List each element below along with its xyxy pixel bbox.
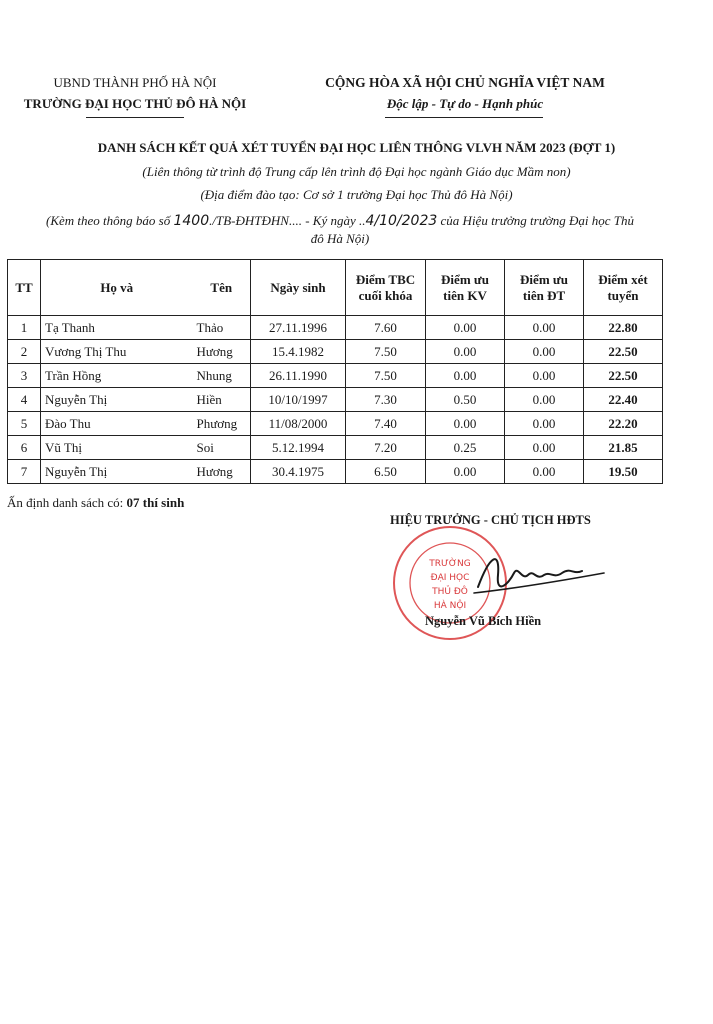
reference-date-handwritten: 4/10/2023	[365, 213, 438, 229]
cell-ngay-sinh: 27.11.1996	[251, 316, 346, 340]
cell-ngay-sinh: 15.4.1982	[251, 340, 346, 364]
svg-text:TRƯỜNG: TRƯỜNG	[429, 559, 471, 569]
cell-diem-tbc: 7.30	[346, 388, 426, 412]
cell-tt: 4	[8, 388, 41, 412]
cell-ho-va: Tạ Thanh	[41, 316, 193, 340]
cell-ngay-sinh: 26.11.1990	[251, 364, 346, 388]
cell-ho-va: Vương Thị Thu	[41, 340, 193, 364]
cell-ho-va: Vũ Thị	[41, 436, 193, 460]
reference-prefix: (Kèm theo thông báo số	[46, 213, 174, 228]
candidate-count-note	[7, 495, 184, 511]
national-motto-block	[300, 75, 630, 113]
cell-diem-xet-tuyen: 21.85	[584, 436, 663, 460]
svg-text:THỦ ĐÔ: THỦ ĐÔ	[432, 587, 468, 597]
cell-diem-xet-tuyen: 22.50	[584, 364, 663, 388]
results-table	[7, 259, 663, 484]
cell-ngay-sinh: 11/08/2000	[251, 412, 346, 436]
cell-uu-tien-dt: 0.00	[505, 388, 584, 412]
col-header-ten: Tên	[193, 260, 251, 316]
cell-ten: Hiền	[193, 388, 251, 412]
cell-diem-tbc: 7.50	[346, 340, 426, 364]
cell-ten: Phương	[193, 412, 251, 436]
svg-text:ĐẠI HỌC: ĐẠI HỌC	[430, 573, 470, 583]
signer-title: HIỆU TRƯỞNG - CHỦ TỊCH HĐTS	[390, 513, 591, 527]
cell-diem-tbc: 7.60	[346, 316, 426, 340]
cell-ten: Hương	[193, 460, 251, 484]
col-header-uu-tien-kv: Điểm ưu tiên KV	[426, 260, 505, 316]
national-name: CỘNG HÒA XÃ HỘI CHỦ NGHĨA VIỆT NAM	[325, 75, 605, 90]
cell-ten: Thảo	[193, 316, 251, 340]
col-header-diem-tbc: Điểm TBC cuối khóa	[346, 260, 426, 316]
cell-diem-xet-tuyen: 19.50	[584, 460, 663, 484]
cell-diem-tbc: 7.20	[346, 436, 426, 460]
reference-number-handwritten: 1400	[173, 213, 210, 229]
cell-tt: 7	[8, 460, 41, 484]
table-row	[8, 316, 663, 340]
cell-tt: 5	[8, 412, 41, 436]
handwritten-signature-icon	[470, 545, 610, 605]
table-row	[8, 364, 663, 388]
cell-uu-tien-kv: 0.00	[426, 460, 505, 484]
cell-ten: Hương	[193, 340, 251, 364]
table-row	[8, 388, 663, 412]
cell-ho-va: Nguyễn Thị	[41, 388, 193, 412]
cell-uu-tien-dt: 0.00	[505, 340, 584, 364]
cell-uu-tien-kv: 0.50	[426, 388, 505, 412]
document-subtitle-location: (Địa điểm đào tạo: Cơ sở 1 trường Đại học Thủ đô Hà Nội)	[200, 187, 513, 202]
national-motto: Độc lập - Tự do - Hạnh phúc	[386, 96, 544, 111]
cell-diem-xet-tuyen: 22.50	[584, 340, 663, 364]
cell-uu-tien-kv: 0.00	[426, 412, 505, 436]
cell-uu-tien-dt: 0.00	[505, 460, 584, 484]
table-row	[8, 340, 663, 364]
cell-diem-xet-tuyen: 22.80	[584, 316, 663, 340]
signer-name: Nguyễn Vũ Bích Hiền	[425, 614, 542, 628]
cell-uu-tien-dt: 0.00	[505, 316, 584, 340]
cell-uu-tien-kv: 0.00	[426, 364, 505, 388]
cell-ho-va: Trần Hồng	[41, 364, 193, 388]
document-subtitle-program: (Liên thông từ trình độ Trung cấp lên trình độ Đại học ngành Giáo dục Mầm non)	[142, 164, 571, 179]
cell-diem-xet-tuyen: 22.40	[584, 388, 663, 412]
reference-mid: ./TB-ĐHTĐHN.... - Ký ngày ..	[209, 213, 366, 228]
reference-suffix: của Hiệu trưởng trường Đại học Thủ	[437, 213, 634, 228]
cell-tt: 3	[8, 364, 41, 388]
col-header-ngay-sinh: Ngày sinh	[251, 260, 346, 316]
col-header-diem-xet-tuyen: Điểm xét tuyển	[584, 260, 663, 316]
col-header-uu-tien-dt: Điểm ưu tiên ĐT	[505, 260, 584, 316]
cell-uu-tien-kv: 0.00	[426, 340, 505, 364]
cell-ten: Nhung	[193, 364, 251, 388]
cell-tt: 2	[8, 340, 41, 364]
cell-diem-xet-tuyen: 22.20	[584, 412, 663, 436]
cell-diem-tbc: 7.50	[346, 364, 426, 388]
issuer-block	[10, 75, 260, 113]
cell-ten: Soi	[193, 436, 251, 460]
reference-note	[10, 212, 670, 247]
table-row	[8, 460, 663, 484]
col-header-ho-va: Họ và	[41, 260, 193, 316]
document-title: DANH SÁCH KẾT QUẢ XÉT TUYỂN ĐẠI HỌC LIÊN THÔNG VLVH NĂM 2023 (ĐỢT 1)	[97, 140, 616, 155]
cell-uu-tien-dt: 0.00	[505, 364, 584, 388]
cell-ngay-sinh: 10/10/1997	[251, 388, 346, 412]
cell-ngay-sinh: 5.12.1994	[251, 436, 346, 460]
reference-line2: đô Hà Nội)	[310, 231, 370, 246]
svg-text:HÀ NỘI: HÀ NỘI	[433, 601, 467, 611]
cell-ho-va: Nguyễn Thị	[41, 460, 193, 484]
table-row	[8, 412, 663, 436]
candidate-count-prefix: Ấn định danh sách có:	[7, 495, 127, 510]
table-header-row	[8, 260, 663, 316]
motto-underline	[385, 117, 543, 118]
table-row	[8, 436, 663, 460]
issuer-underline	[86, 117, 184, 118]
cell-tt: 6	[8, 436, 41, 460]
cell-diem-tbc: 6.50	[346, 460, 426, 484]
cell-uu-tien-kv: 0.00	[426, 316, 505, 340]
cell-ngay-sinh: 30.4.1975	[251, 460, 346, 484]
cell-uu-tien-dt: 0.00	[505, 436, 584, 460]
col-header-tt: TT	[8, 260, 41, 316]
cell-tt: 1	[8, 316, 41, 340]
cell-uu-tien-dt: 0.00	[505, 412, 584, 436]
cell-uu-tien-kv: 0.25	[426, 436, 505, 460]
issuer-city: UBND THÀNH PHỐ HÀ NỘI	[53, 75, 217, 90]
candidate-count-value: 07 thí sinh	[126, 495, 185, 510]
cell-ho-va: Đào Thu	[41, 412, 193, 436]
issuer-university: TRƯỜNG ĐẠI HỌC THỦ ĐÔ HÀ NỘI	[23, 96, 247, 111]
cell-diem-tbc: 7.40	[346, 412, 426, 436]
